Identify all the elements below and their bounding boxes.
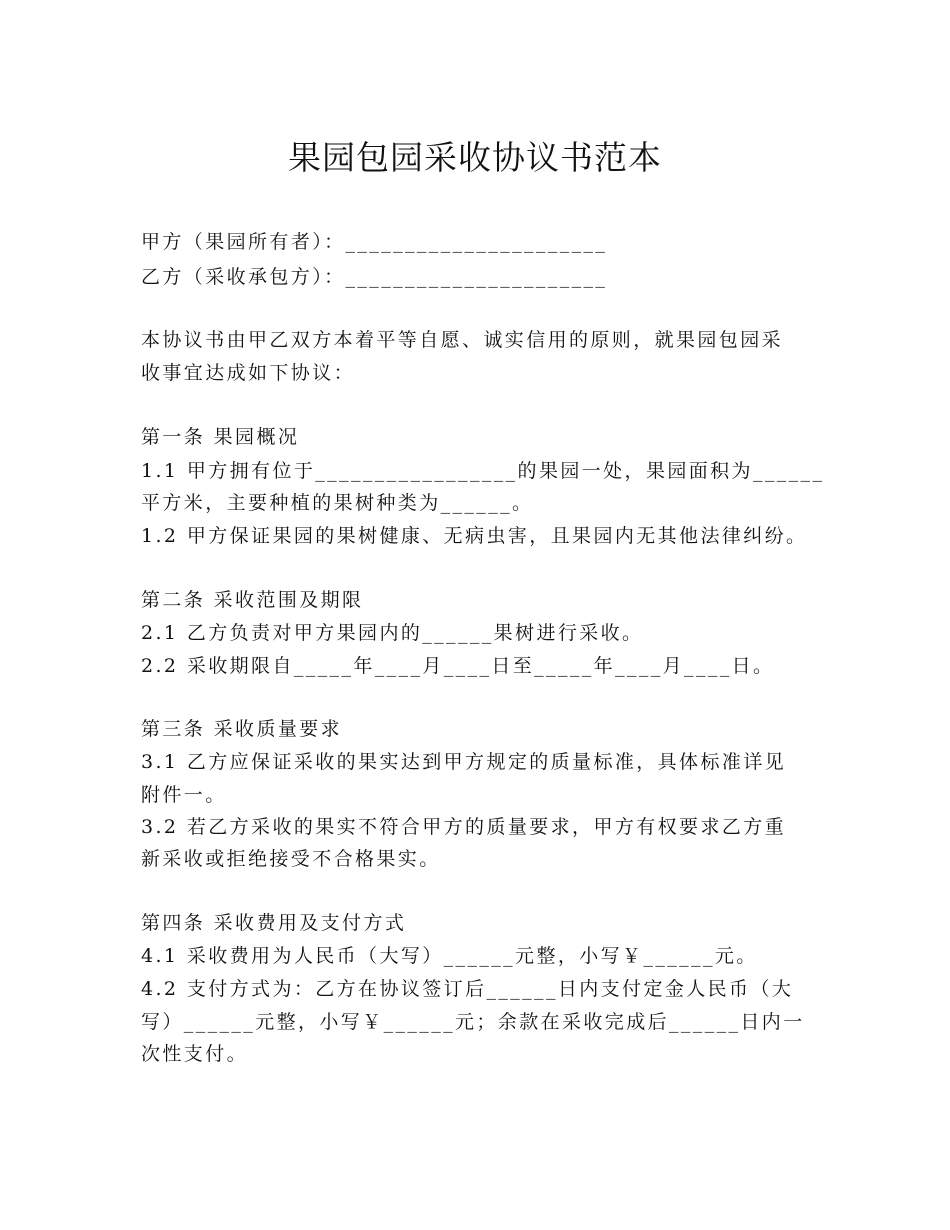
preamble-line-1: 本协议书由甲乙双方本着平等自愿、诚实信用的原则，就果园包园采 <box>141 329 784 351</box>
clause-1-1-line-1: 1.1 甲方拥有位于_________________的果园一处，果园面积为______ <box>141 460 825 482</box>
clause-4-2-line-1: 4.2 支付方式为：乙方在协议签订后______日内支付定金人民币（大 <box>141 978 794 1000</box>
clause-1-1-line-2: 平方米，主要种植的果树种类为______。 <box>141 492 534 514</box>
clause-1-2-line: 1.2 甲方保证果园的果树健康、无病虫害，且果园内无其他法律纠纷。 <box>141 525 808 547</box>
clause-3-1-line-2: 附件一。 <box>141 784 227 806</box>
clause-2-2-line: 2.2 采收期限自_____年____月____日至_____年____月____日。 <box>141 655 775 677</box>
clause-4-1-line: 4.1 采收费用为人民币（大写）______元整，小写￥______元。 <box>141 945 758 967</box>
clause-3-2-line-1: 3.2 若乙方采收的果实不符合甲方的质量要求，甲方有权要求乙方重 <box>141 816 787 838</box>
preamble-line-2: 收事宜达成如下协议： <box>141 362 356 384</box>
clause-2-1-line: 2.1 乙方负责对甲方果园内的______果树进行采收。 <box>141 622 644 644</box>
section-1-heading: 第一条 果园概况 <box>141 426 300 448</box>
clause-3-2-line-2: 新采收或拒绝接受不合格果实。 <box>141 848 441 870</box>
section-4-heading: 第四条 采收费用及支付方式 <box>141 912 407 934</box>
party-b-line: 乙方（采收承包方）：______________________ <box>141 266 608 288</box>
document-title: 果园包园采收协议书范本 <box>288 138 662 177</box>
clause-3-1-line-1: 3.1 乙方应保证采收的果实达到甲方规定的质量标准，具体标准详见 <box>141 751 787 773</box>
party-a-line: 甲方（果园所有者）：______________________ <box>141 231 608 253</box>
clause-4-2-line-2: 写）______元整，小写￥______元；余款在采收完成后______日内一 <box>141 1011 805 1033</box>
section-2-heading: 第二条 采收范围及期限 <box>141 589 364 611</box>
section-3-heading: 第三条 采收质量要求 <box>141 718 343 740</box>
clause-4-2-line-3: 次性支付。 <box>141 1043 249 1065</box>
